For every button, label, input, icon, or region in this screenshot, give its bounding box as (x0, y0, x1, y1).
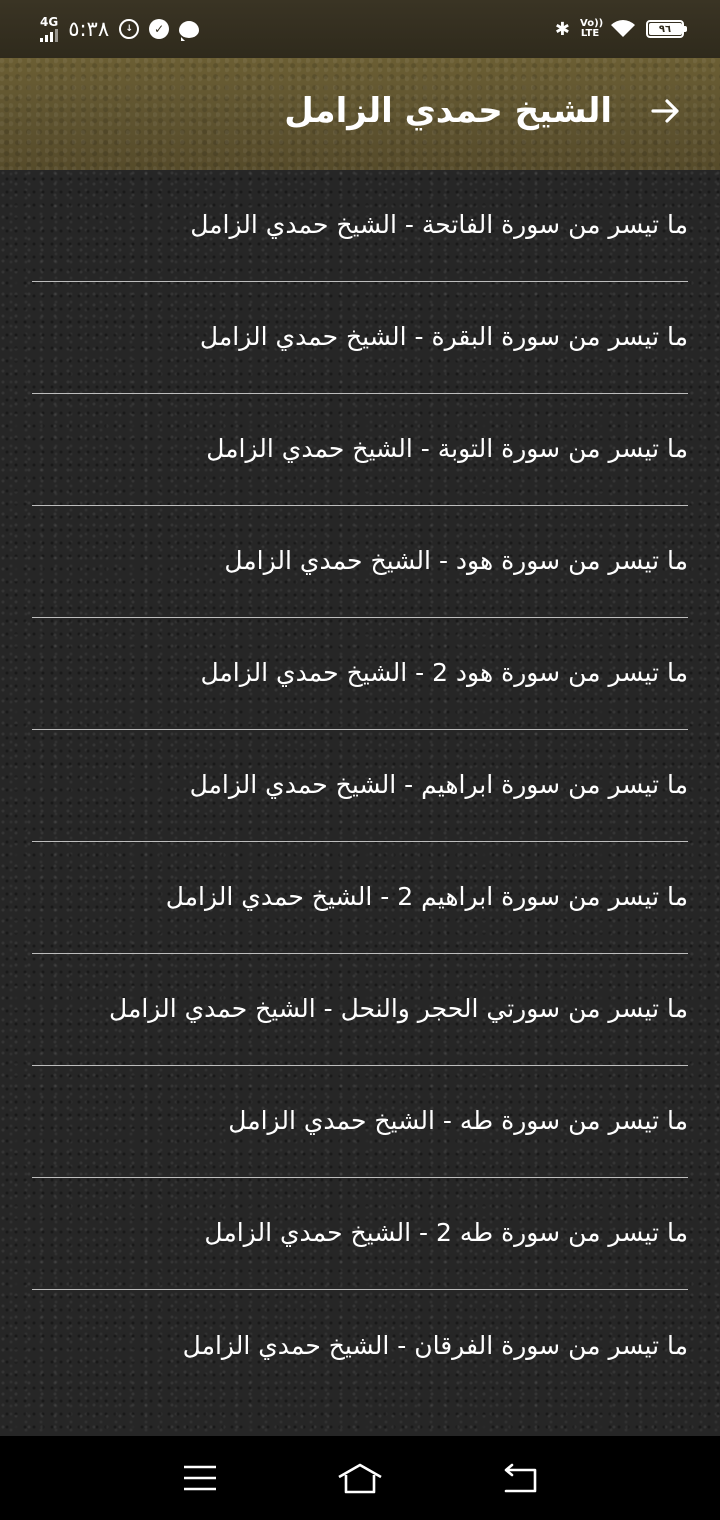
menu-icon (183, 1465, 217, 1491)
list-item[interactable]: ما تيسر من سورة ابراهيم 2 - الشيخ حمدي الزامل (32, 842, 688, 954)
list-item[interactable]: ما تيسر من سورة البقرة - الشيخ حمدي الزامل (32, 282, 688, 394)
clock: ٥:٣٨ (68, 17, 110, 41)
page-title: الشيخ حمدي الزامل (284, 91, 612, 131)
track-list (0, 170, 720, 1436)
system-nav-bar (0, 1436, 720, 1520)
list-item[interactable]: ما تيسر من سورتي الحجر والنحل - الشيخ حمدي الزامل (32, 954, 688, 1066)
battery-level-label: ٩٦ (658, 23, 672, 35)
back-icon (501, 1463, 539, 1493)
list-item[interactable]: ما تيسر من سورة الفاتحة - الشيخ حمدي الزامل (32, 170, 688, 282)
arrow-right-icon (650, 97, 682, 125)
list-item[interactable]: ما تيسر من سورة ابراهيم - الشيخ حمدي الزامل (32, 730, 688, 842)
list-item[interactable]: ما تيسر من سورة هود 2 - الشيخ حمدي الزامل (32, 618, 688, 730)
list-item[interactable]: ما تيسر من سورة الفرقان - الشيخ حمدي الزامل (182, 1330, 688, 1360)
menu-button[interactable] (170, 1453, 230, 1503)
nav-back-button[interactable] (490, 1453, 550, 1503)
data-saver-icon: ↓ (119, 19, 139, 39)
signal-indicator (40, 16, 58, 42)
signal-bars-icon (40, 28, 58, 42)
chat-notification-icon (179, 21, 199, 38)
list-item[interactable]: ما تيسر من سورة طه 2 - الشيخ حمدي الزامل (32, 1178, 688, 1290)
network-type-label: 4G (40, 15, 59, 29)
bluetooth-icon: ✱ (554, 18, 570, 40)
home-icon (336, 1462, 384, 1494)
back-button[interactable] (646, 91, 686, 131)
status-bar-right (555, 19, 684, 40)
list-item[interactable]: ما تيسر من سورة طه - الشيخ حمدي الزامل (32, 1066, 688, 1178)
battery-icon (646, 20, 684, 38)
list-item[interactable]: ما تيسر من سورة هود - الشيخ حمدي الزامل (32, 506, 688, 618)
list-item[interactable]: ما تيسر من سورة التوبة - الشيخ حمدي الزامل (32, 394, 688, 506)
volte-icon: Vo)) LTE (580, 18, 604, 39)
wifi-icon (610, 19, 636, 39)
status-bar-left (40, 16, 199, 42)
home-button[interactable] (330, 1453, 390, 1503)
app-bar (0, 58, 720, 170)
status-bar (0, 0, 720, 58)
check-circle-icon: ✓ (149, 19, 169, 39)
